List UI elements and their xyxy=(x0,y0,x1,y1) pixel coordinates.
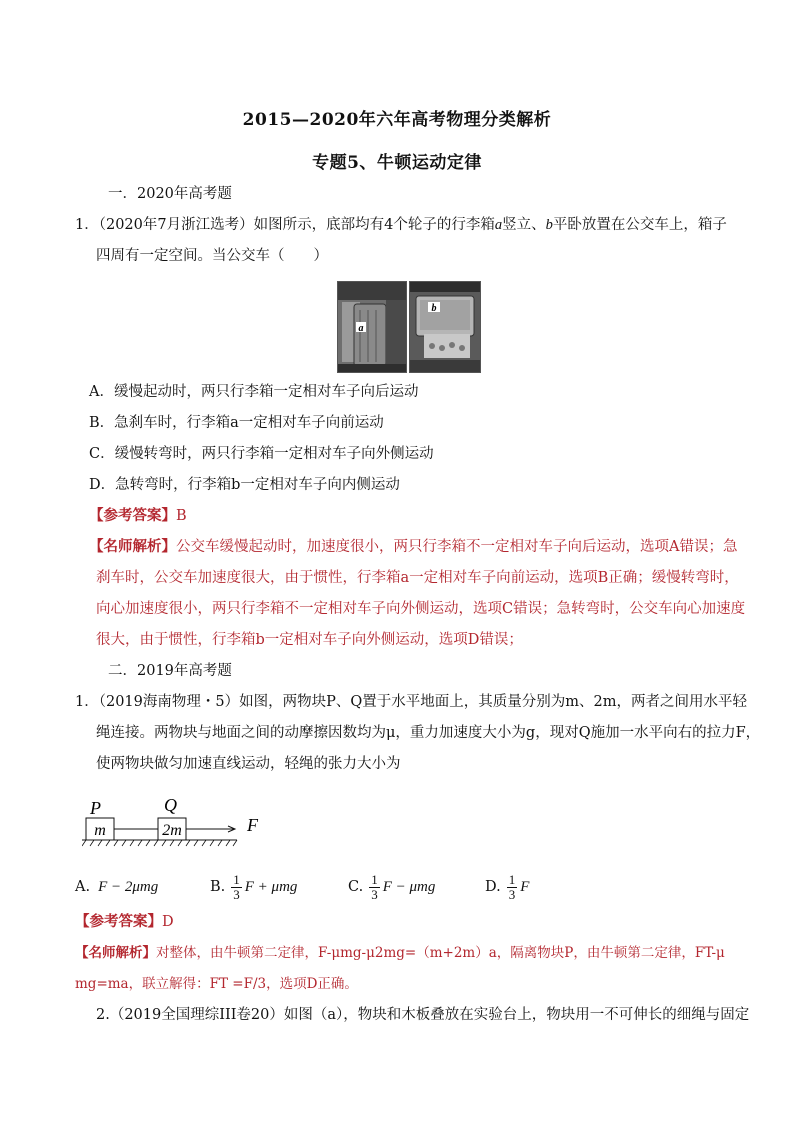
question-2-line-1: 1．（2019海南物理・5）如图，两物块P、Q置于水平地面上，其质量分别为m、2m，两者之间用水平轻 xyxy=(75,694,747,710)
var-a: a xyxy=(494,217,503,233)
option-d-letter: D. xyxy=(485,879,501,895)
analysis-1-line-1 xyxy=(89,537,737,557)
question-1-text-a: 1．（2020年7月浙江选考）如图所示，底部均有4个轮子的行李箱 xyxy=(75,217,495,233)
option-a: A．缓慢起动时，两只行李箱一定相对车子向后运动 xyxy=(89,384,419,400)
analysis-text: 公交车缓慢起动时，加速度很小，两只行李箱不一定相对车子向后运动，选项A错误；急 xyxy=(176,539,738,555)
analysis-1-line-3: 向心加速度很小，两只行李箱不一定相对车子向外侧运动，选项C错误；急转弯时，公交车向心加速度 xyxy=(96,601,746,617)
analysis-2-line-1 xyxy=(75,943,725,963)
option-c-expr: F − μmg xyxy=(382,878,436,895)
answer-tag-2: 【参考答案】 xyxy=(75,913,162,930)
answer-line-2 xyxy=(75,912,174,932)
option-b: B．急刹车时，行李箱a一定相对车子向前运动 xyxy=(89,415,384,431)
block-q-label: 2m xyxy=(162,822,182,839)
document-subtitle: 专题5、牛顿运动定律 xyxy=(312,153,482,173)
photo-label-b: b xyxy=(431,303,437,314)
option-a-letter: A. xyxy=(75,879,91,895)
luggage-photo-b xyxy=(409,281,481,373)
option-b-expr: F + μmg xyxy=(244,878,298,895)
analysis-1-line-4: 很大，由于惯性，行李箱b一定相对车子向外侧运动，选项D错误； xyxy=(96,632,523,648)
block-p-label: m xyxy=(94,822,106,839)
label-q: Q xyxy=(164,795,177,815)
question-1-text-b: 竖立、 xyxy=(502,217,546,233)
option-b-letter: B. xyxy=(210,879,226,895)
question-3-line-1: 2.（2019全国理综III卷20）如图（a），物块和木板叠放在实验台上，物块用一不可伸长的细绳与固定 xyxy=(96,1007,750,1023)
option-b-fraction: $\frac{1}{3}$ xyxy=(233,871,240,902)
question-2-line-3: 使两物块做匀加速直线运动，轻绳的张力大小为 xyxy=(96,756,401,772)
answer-tag: 【参考答案】 xyxy=(89,507,176,524)
formula-option-b xyxy=(210,872,297,902)
option-a-expr: F − 2μmg xyxy=(98,878,159,895)
analysis-1-line-2: 刹车时，公交车加速度很大，由于惯性，行李箱a一定相对车子向前运动，选项B正确；缓慢转弯时， xyxy=(96,570,739,586)
var-b: b xyxy=(545,217,553,233)
analysis-2-text: 对整体，由牛顿第二定律，F-μmg-μ2mg=（m+2m）a，隔离物块P，由牛顿第二定律，FT-μ xyxy=(156,945,725,961)
section-heading-2019: 二．2019年高考题 xyxy=(108,663,232,679)
option-d-expr: F xyxy=(520,878,530,895)
analysis-tag-2: 【名师解析】 xyxy=(75,945,156,961)
blocks-diagram xyxy=(82,794,282,852)
luggage-photo-a xyxy=(337,281,407,373)
formula-option-d xyxy=(485,872,529,902)
section-heading-2020: 一．2020年高考题 xyxy=(108,186,232,202)
question-1-text-c: 平卧放置在公交车上，箱子 xyxy=(552,217,727,233)
option-d: D．急转弯时，行李箱b一定相对车子向内侧运动 xyxy=(89,477,400,493)
answer-value-2: D xyxy=(162,914,174,930)
label-p: P xyxy=(90,798,101,818)
option-c-fraction: $\frac{1}{3}$ xyxy=(371,871,378,902)
formula-option-c xyxy=(348,872,435,902)
photo-label-a: a xyxy=(358,323,364,334)
question-2-line-2: 绳连接。两物块与地面之间的动摩擦因数均为μ，重力加速度大小为g，现对Q施加一水平向右的拉力F， xyxy=(96,725,761,741)
option-c-letter: C. xyxy=(348,879,364,895)
document-title: 2015—2020年六年高考物理分类解析 xyxy=(242,110,552,130)
question-1-line-2: 四周有一定空间。当公交车（ ） xyxy=(96,248,328,264)
answer-line-1 xyxy=(89,506,187,526)
force-label: F xyxy=(247,815,258,835)
answer-value: B xyxy=(176,508,187,524)
option-d-fraction: $\frac{1}{3}$ xyxy=(508,871,516,902)
formula-option-a xyxy=(75,872,158,902)
analysis-2-line-2: mg=ma，联立解得：FT =F/3，选项D正确。 xyxy=(75,976,358,992)
option-c: C．缓慢转弯时，两只行李箱一定相对车子向外侧运动 xyxy=(89,446,434,462)
question-1-line-1 xyxy=(75,215,727,235)
analysis-tag: 【名师解析】 xyxy=(89,538,176,555)
